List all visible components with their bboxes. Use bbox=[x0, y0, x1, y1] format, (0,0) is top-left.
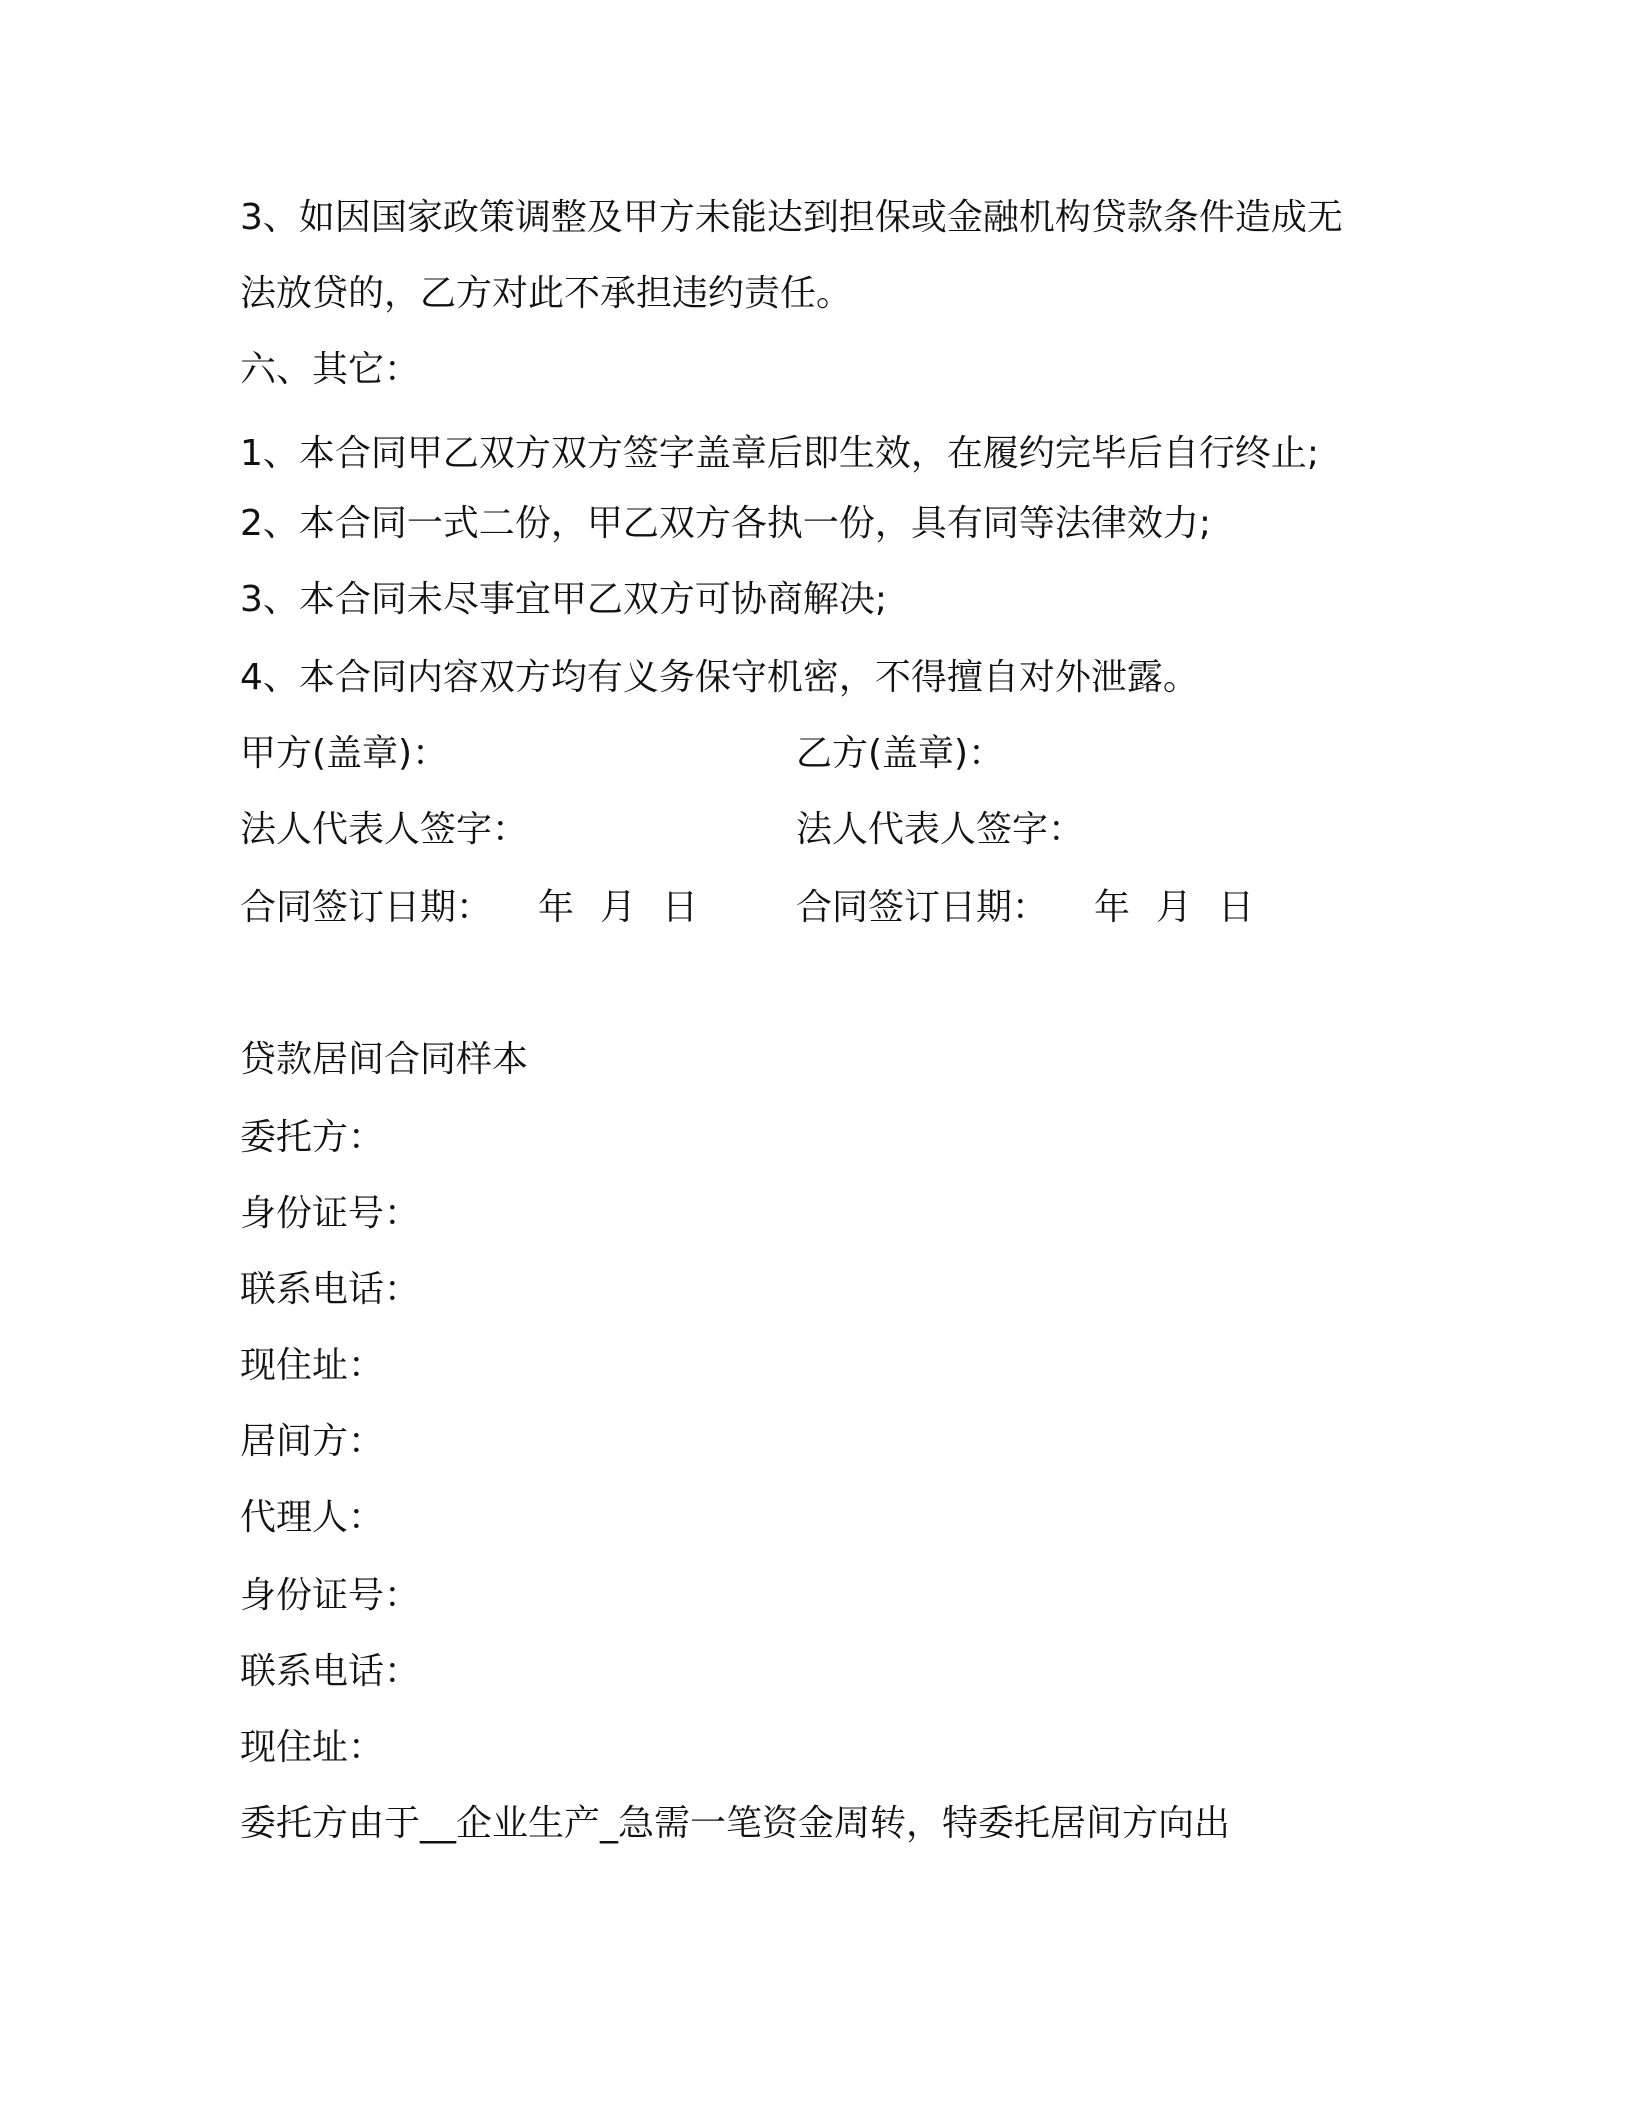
field-agent: 代理人： bbox=[240, 1497, 385, 1538]
field-client: 委托方： bbox=[240, 1117, 385, 1158]
party-b-seal: 乙方(盖章)： bbox=[796, 733, 1005, 774]
field-client-id: 身份证号： bbox=[240, 1193, 421, 1234]
sample-title: 贷款居间合同样本 bbox=[240, 1039, 529, 1080]
party-a-rep-signature: 法人代表人签字： bbox=[240, 809, 529, 850]
date-month: 月 bbox=[1156, 887, 1193, 928]
party-b-rep-signature: 法人代表人签字： bbox=[796, 809, 1085, 850]
sample-body-line: 委托方由于__企业生产_急需一笔资金周转，特委托居间方向出 bbox=[240, 1803, 1231, 1844]
date-day: 日 bbox=[1218, 887, 1255, 928]
other-item-3: 3、本合同未尽事宜甲乙双方可协商解决; bbox=[240, 579, 888, 620]
date-year: 年 bbox=[538, 887, 575, 928]
date-label: 合同签订日期： bbox=[796, 887, 1049, 928]
field-intermediary: 居间方： bbox=[240, 1421, 385, 1462]
party-a-sign-date bbox=[240, 884, 698, 932]
date-label: 合同签订日期： bbox=[240, 887, 493, 928]
party-b-sign-date bbox=[796, 884, 1254, 932]
date-month: 月 bbox=[600, 887, 637, 928]
field-agent-phone: 联系电话： bbox=[240, 1651, 421, 1692]
field-agent-id: 身份证号： bbox=[240, 1575, 421, 1616]
clause-3-line-1: 3、如因国家政策调整及甲方未能达到担保或金融机构贷款条件造成无 bbox=[240, 197, 1343, 238]
field-agent-address: 现住址： bbox=[240, 1727, 385, 1768]
field-client-address: 现住址： bbox=[240, 1345, 385, 1386]
clause-3-line-2: 法放贷的，乙方对此不承担违约责任。 bbox=[240, 273, 853, 314]
other-item-2: 2、本合同一式二份，甲乙双方各执一份，具有同等法律效力; bbox=[240, 503, 1212, 544]
other-item-4: 4、本合同内容双方均有义务保守机密，不得擅自对外泄露。 bbox=[240, 657, 1199, 698]
field-client-phone: 联系电话： bbox=[240, 1269, 421, 1310]
party-a-seal: 甲方(盖章)： bbox=[240, 733, 449, 774]
other-item-1: 1、本合同甲乙双方双方签字盖章后即生效，在履约完毕后自行终止; bbox=[240, 433, 1320, 474]
date-day: 日 bbox=[662, 887, 699, 928]
section-other-heading: 六、其它： bbox=[240, 349, 421, 390]
date-year: 年 bbox=[1094, 887, 1131, 928]
